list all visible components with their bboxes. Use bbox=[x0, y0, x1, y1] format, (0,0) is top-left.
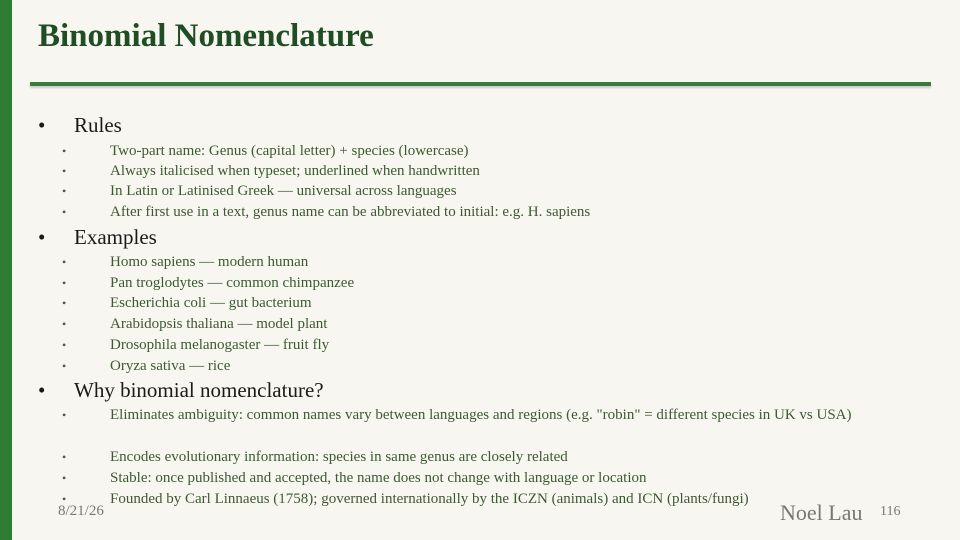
bullet-icon: • bbox=[62, 450, 67, 464]
footer-date: 8/21/26 bbox=[58, 503, 104, 519]
bullet-icon: • bbox=[62, 144, 67, 158]
bullet-icon: • bbox=[62, 492, 67, 506]
list-item-text: Drosophila melanogaster — fruit fly bbox=[110, 337, 330, 353]
bullet-icon: • bbox=[38, 113, 46, 137]
title-divider bbox=[30, 82, 931, 86]
section-heading-label: Why binomial nomenclature? bbox=[74, 378, 324, 402]
bullet-icon: • bbox=[38, 225, 46, 249]
footer-author: Noel Lau bbox=[780, 500, 863, 525]
list-item-text: Always italicised when typeset; underlined when handwritten bbox=[110, 163, 480, 179]
bullet-icon: • bbox=[62, 164, 67, 178]
list-item-text: Two-part name: Genus (capital letter) + species (lowercase) bbox=[110, 143, 469, 159]
bullet-icon: • bbox=[62, 296, 67, 310]
list-item-text: Eliminates ambiguity: common names vary between languages and regions (e.g. "robin" = different species in UK vs USA) bbox=[110, 407, 852, 423]
bullet-icon: • bbox=[62, 276, 67, 290]
list-item-text: Homo sapiens — modern human bbox=[110, 254, 309, 270]
bullet-icon: • bbox=[62, 255, 67, 269]
list-item-text: Arabidopsis thaliana — model plant bbox=[110, 316, 328, 332]
section-heading-label: Rules bbox=[74, 113, 122, 137]
section-heading-label: Examples bbox=[74, 225, 157, 249]
bullet-icon: • bbox=[62, 408, 67, 422]
list-item-text: After first use in a text, genus name can be abbreviated to initial: e.g. H. sapiens bbox=[110, 204, 591, 220]
list-item-text: Stable: once published and accepted, the name does not change with language or location bbox=[110, 470, 647, 486]
bullet-icon: • bbox=[62, 359, 67, 373]
list-item-text: Pan troglodytes — common chimpanzee bbox=[110, 275, 355, 291]
bullet-icon: • bbox=[62, 205, 67, 219]
bullet-icon: • bbox=[62, 317, 67, 331]
bullet-icon: • bbox=[38, 378, 46, 402]
bullet-icon: • bbox=[62, 184, 67, 198]
list-item-text: Founded by Carl Linnaeus (1758); governed internationally by the ICZN (animals) and ICN (plants/fungi) bbox=[110, 491, 749, 507]
list-item-text: Escherichia coli — gut bacterium bbox=[110, 295, 312, 311]
list-item-text: Oryza sativa — rice bbox=[110, 358, 231, 374]
list-item-text: Encodes evolutionary information: species in same genus are closely related bbox=[110, 449, 568, 465]
bullet-icon: • bbox=[62, 471, 67, 485]
bullet-icon: • bbox=[62, 338, 67, 352]
list-item-text: In Latin or Latinised Greek — universal across languages bbox=[110, 183, 457, 199]
left-accent-bar bbox=[0, 0, 12, 540]
slide-title: Binomial Nomenclature bbox=[38, 18, 374, 54]
page-number: 116 bbox=[880, 504, 901, 519]
